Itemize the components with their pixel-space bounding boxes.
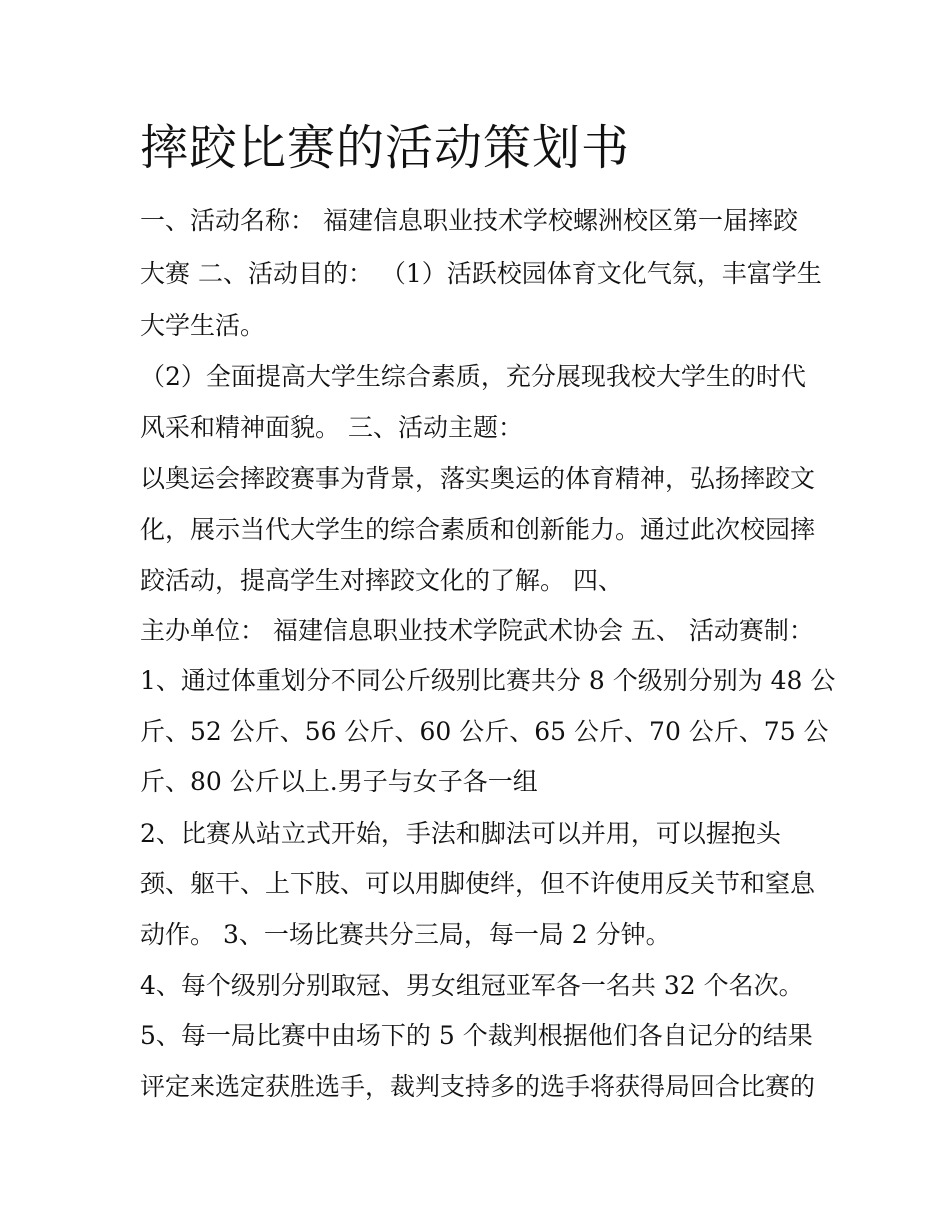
text-line-7: 化，展示当代大学生的综合素质和创新能力。通过此次校园摔 [140,515,816,544]
text-line-14: 颈、躯干、上下肢、可以用脚使绊，但不许使用反关节和窒息 [140,869,816,898]
text-line-18: 评定来选定获胜选手，裁判支持多的选手将获得局回合比赛的 [140,1072,816,1101]
text-line-5: 风采和精神面貌。 三、活动主题： [140,413,523,442]
text-line-12: 斤、80 公斤以上.男子与女子各一组 [140,767,538,796]
document-title: 摔跤比赛的活动策划书 [140,120,631,176]
text-line-10: 1、通过体重划分不同公斤级别比赛共分 8 个级别分别为 48 公 [140,666,836,695]
text-line-17: 5、每一局比赛中由场下的 5 个裁判根据他们各自记分的结果 [140,1021,813,1050]
text-line-4: （2）全面提高大学生综合素质，充分展现我校大学生的时代 [140,362,806,391]
text-line-1: 一、活动名称： 福建信息职业技术学校螺洲校区第一届摔跤 [140,206,798,235]
text-line-15: 动作。 3、一场比赛共分三局，每一局 2 分钟。 [140,920,671,949]
text-line-11: 斤、52 公斤、56 公斤、60 公斤、65 公斤、70 公斤、75 公 [140,717,829,746]
text-line-2: 大赛 二、活动目的： （1）活跃校园体育文化气氛，丰富学生 [140,259,822,288]
text-line-9: 主办单位： 福建信息职业技术学院武术协会 五、 活动赛制： [140,616,814,645]
text-line-16: 4、每个级别分别取冠、男女组冠亚军各一名共 32 个名次。 [140,971,804,1000]
text-line-13: 2、比赛从站立式开始，手法和脚法可以并用，可以握抱头 [140,819,781,848]
text-line-6: 以奥运会摔跤赛事为背景，落实奥运的体育精神，弘扬摔跤文 [140,464,816,493]
text-line-8: 跤活动，提高学生对摔跤文化的了解。 四、 [140,566,623,595]
text-line-3: 大学生活。 [140,311,266,340]
